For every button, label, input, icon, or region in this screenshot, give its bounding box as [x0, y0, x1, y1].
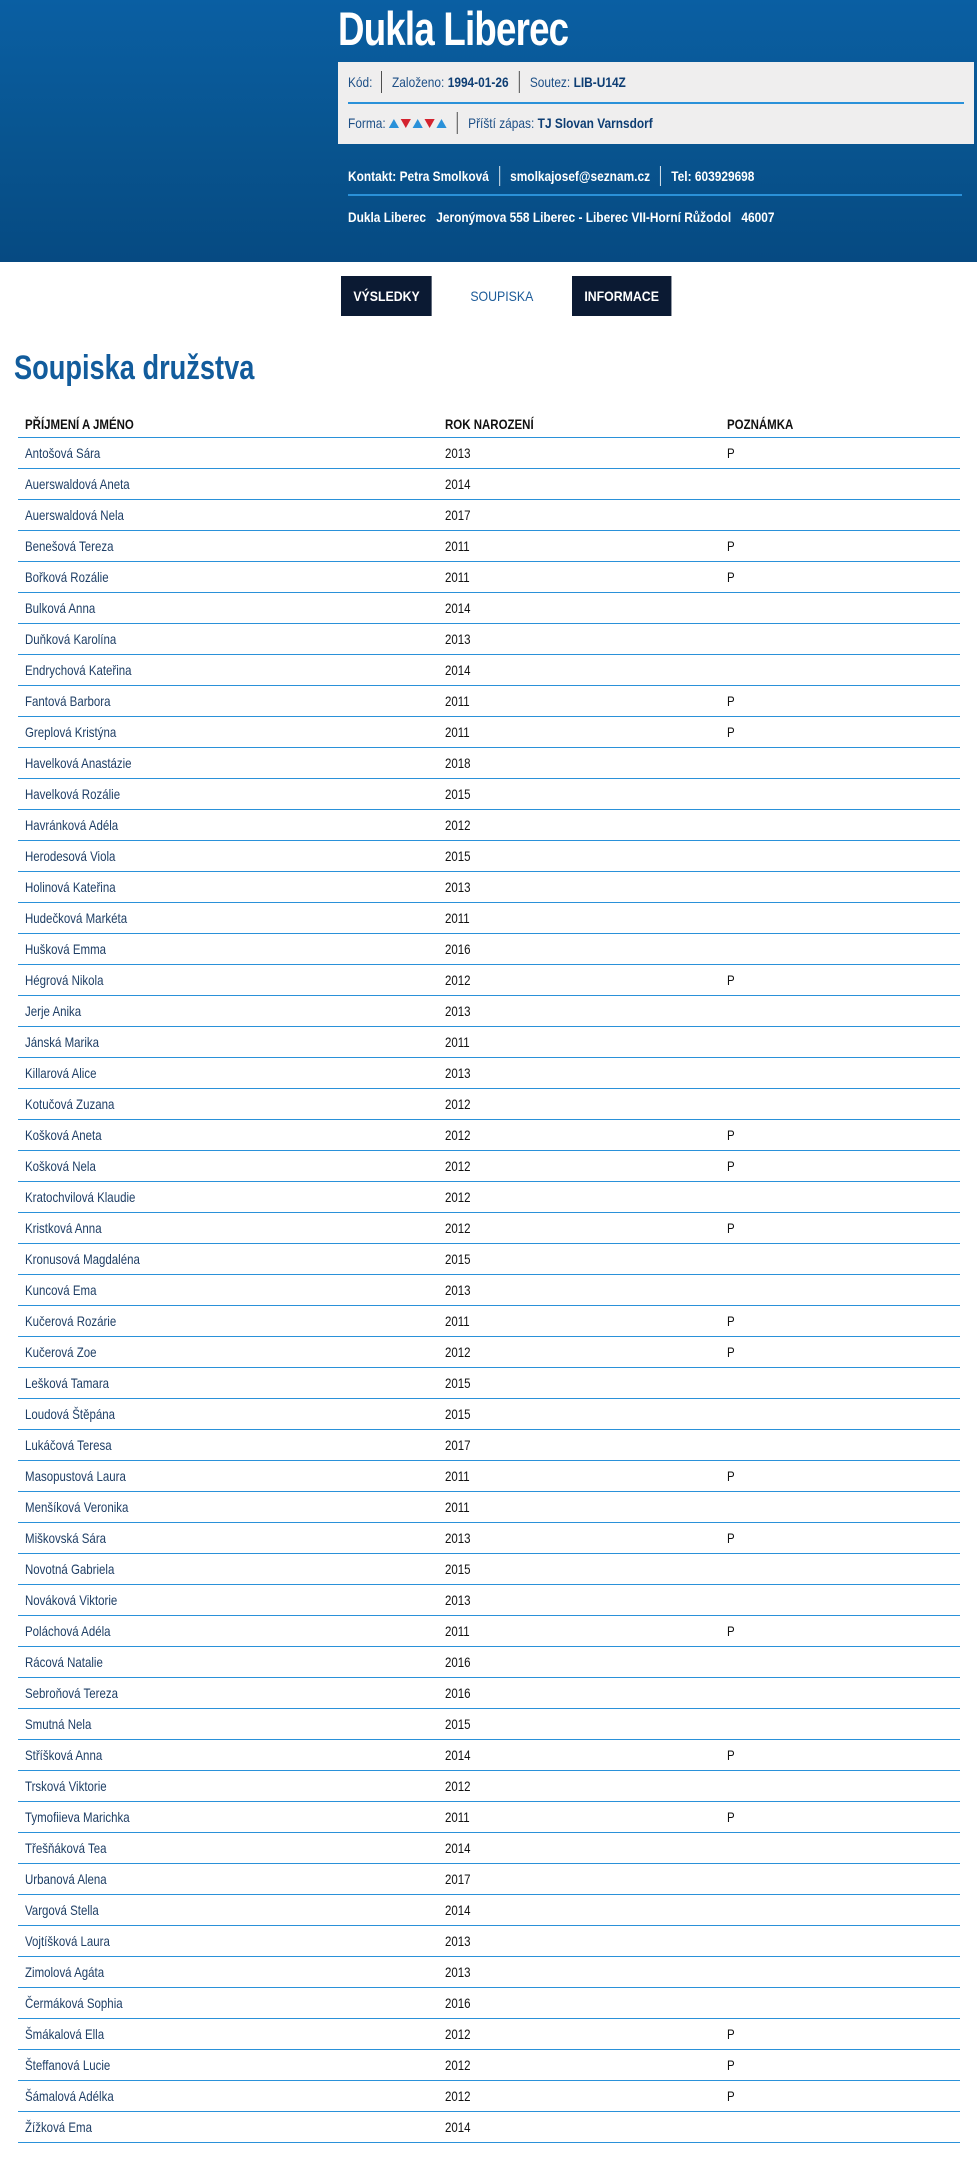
next-match-value[interactable]: TJ Slovan Varnsdorf — [537, 115, 653, 131]
birth-year: 2013 — [445, 445, 471, 461]
player-name: Šteffanová Lucie — [25, 2057, 111, 2073]
birth-year: 2012 — [445, 2057, 471, 2073]
triangle-up-icon — [437, 119, 447, 128]
birth-year: 2011 — [445, 910, 470, 926]
birth-year: 2012 — [445, 2026, 471, 2042]
table-row — [18, 1306, 960, 1337]
birth-year: 2017 — [445, 507, 471, 523]
player-name: Kučerová Zoe — [25, 1344, 97, 1360]
table-row — [18, 593, 960, 624]
player-name: Loudová Štěpána — [25, 1406, 116, 1422]
table-row — [18, 1771, 960, 1802]
player-name: Rácová Natalie — [25, 1654, 103, 1670]
note: P — [727, 2026, 735, 2042]
player-name: Stříšková Anna — [25, 1747, 103, 1763]
birth-year: 2014 — [445, 476, 471, 492]
table-row — [18, 1089, 960, 1120]
birth-year: 2014 — [445, 1902, 471, 1918]
player-name: Jánská Marika — [25, 1034, 100, 1050]
birth-year: 2011 — [445, 569, 470, 585]
column-header-year: ROK NAROZENÍ — [445, 416, 534, 432]
birth-year: 2013 — [445, 1282, 471, 1298]
player-name: Třešňáková Tea — [25, 1840, 107, 1856]
address-street: Jeronýmova 558 Liberec - Liberec VII-Horní Růžodol — [436, 209, 732, 225]
birth-year: 2011 — [445, 1313, 470, 1329]
player-name: Auerswaldová Aneta — [25, 476, 130, 492]
table-row — [18, 1492, 960, 1523]
tab-bar — [341, 276, 699, 316]
player-name: Antošová Sára — [25, 445, 101, 461]
birth-year: 2011 — [445, 538, 470, 554]
address-zip: 46007 — [741, 209, 775, 225]
birth-year: 2013 — [445, 1933, 471, 1949]
birth-year: 2016 — [445, 1685, 471, 1701]
table-row — [18, 1027, 960, 1058]
player-name: Miškovská Sára — [25, 1530, 107, 1546]
birth-year: 2012 — [445, 1344, 471, 1360]
player-name: Menšíková Veronika — [25, 1499, 129, 1515]
player-name: Šámalová Adélka — [25, 2088, 114, 2104]
player-name: Šmákalová Ella — [25, 2026, 105, 2042]
table-row — [18, 810, 960, 841]
birth-year: 2011 — [445, 1809, 470, 1825]
player-name: Hušková Emma — [25, 941, 107, 957]
zalozeno-value: 1994-01-26 — [447, 74, 509, 90]
birth-year: 2015 — [445, 1251, 471, 1267]
birth-year: 2012 — [445, 1127, 471, 1143]
address-bar — [348, 202, 850, 232]
birth-year: 2015 — [445, 1375, 471, 1391]
player-name: Duňková Karolína — [25, 631, 117, 647]
team-header — [0, 0, 977, 262]
birth-year: 2014 — [445, 1747, 471, 1763]
birth-year: 2017 — [445, 1871, 471, 1887]
birth-year: 2013 — [445, 1592, 471, 1608]
team-info-box — [338, 62, 974, 144]
table-row — [18, 1864, 960, 1895]
player-name: Hégrová Nikola — [25, 972, 104, 988]
table-row — [18, 624, 960, 655]
note: P — [727, 569, 735, 585]
triangle-down-icon — [425, 119, 435, 128]
table-row — [18, 841, 960, 872]
player-name: Novotná Gabriela — [25, 1561, 115, 1577]
player-name: Holinová Kateřina — [25, 879, 116, 895]
triangle-up-icon — [389, 119, 399, 128]
player-name: Bořková Rozálie — [25, 569, 109, 585]
tab-soupiska[interactable]: SOUPISKA — [458, 276, 546, 316]
column-header-note: POZNÁMKA — [727, 416, 794, 432]
table-row — [18, 1461, 960, 1492]
table-row — [18, 1337, 960, 1368]
zalozeno-label: Založeno: — [392, 74, 445, 90]
player-name: Lešková Tamara — [25, 1375, 110, 1391]
note: P — [727, 972, 735, 988]
contact-items — [348, 166, 754, 186]
birth-year: 2017 — [445, 1437, 471, 1453]
column-header-name: PŘÍJMENÍ A JMÉNO — [25, 416, 134, 432]
kod-label: Kód: — [348, 74, 373, 90]
player-name: Vargová Stella — [25, 1902, 99, 1918]
table-row — [18, 1120, 960, 1151]
next-match-label: Příští zápas: — [468, 115, 535, 131]
table-row — [18, 1554, 960, 1585]
birth-year: 2016 — [445, 941, 471, 957]
note: P — [727, 2088, 735, 2104]
info-items — [348, 71, 626, 93]
player-name: Fantová Barbora — [25, 693, 111, 709]
soutez-value: LIB-U14Z — [573, 74, 626, 90]
note: P — [727, 1809, 735, 1825]
table-row — [18, 531, 960, 562]
tab-informace[interactable]: INFORMACE — [572, 276, 671, 316]
birth-year: 2012 — [445, 972, 471, 988]
note: P — [727, 1220, 735, 1236]
player-name: Jerje Anika — [25, 1003, 82, 1019]
birth-year: 2013 — [445, 631, 471, 647]
player-name: Greplová Kristýna — [25, 724, 117, 740]
address-club: Dukla Liberec — [348, 209, 427, 225]
contact-email[interactable]: smolkajosef@seznam.cz — [510, 168, 651, 184]
divider — [457, 112, 458, 134]
table-row — [18, 1244, 960, 1275]
note: P — [727, 1747, 735, 1763]
table-row — [18, 1678, 960, 1709]
table-row — [18, 1647, 960, 1678]
player-name: Vojtíšková Laura — [25, 1933, 110, 1949]
player-name: Zimolová Agáta — [25, 1964, 105, 1980]
note: P — [727, 724, 735, 740]
note: P — [727, 1313, 735, 1329]
player-name: Košková Aneta — [25, 1127, 102, 1143]
table-row — [18, 1740, 960, 1771]
note: P — [727, 693, 735, 709]
birth-year: 2016 — [445, 1654, 471, 1670]
table-row — [18, 717, 960, 748]
birth-year: 2016 — [445, 1995, 471, 2011]
forma-label: Forma: — [348, 115, 386, 131]
note: P — [727, 445, 735, 461]
form-indicator — [389, 119, 449, 128]
player-name: Nováková Viktorie — [25, 1592, 118, 1608]
table-row — [18, 1802, 960, 1833]
table-row — [18, 1926, 960, 1957]
birth-year: 2015 — [445, 1406, 471, 1422]
table-row — [18, 438, 960, 469]
birth-year: 2015 — [445, 1561, 471, 1577]
birth-year: 2011 — [445, 693, 470, 709]
birth-year: 2012 — [445, 1096, 471, 1112]
table-row — [18, 872, 960, 903]
player-name: Kuncová Ema — [25, 1282, 97, 1298]
birth-year: 2018 — [445, 755, 471, 771]
table-row — [18, 1368, 960, 1399]
contact-person: Kontakt: Petra Smolková — [348, 168, 489, 184]
birth-year: 2015 — [445, 848, 471, 864]
birth-year: 2012 — [445, 1189, 471, 1205]
table-row — [18, 1399, 960, 1430]
birth-year: 2011 — [445, 1499, 470, 1515]
page-title: Soupiska družstva — [14, 349, 255, 387]
player-name: Smutná Nela — [25, 1716, 92, 1732]
table-row — [18, 748, 960, 779]
triangle-up-icon — [413, 119, 423, 128]
birth-year: 2012 — [445, 1158, 471, 1174]
player-name: Herodesová Viola — [25, 848, 116, 864]
contact-bar — [348, 158, 962, 196]
player-name: Kotučová Zuzana — [25, 1096, 115, 1112]
birth-year: 2011 — [445, 1034, 470, 1050]
table-row — [18, 1616, 960, 1647]
player-name: Žížková Ema — [25, 2119, 92, 2135]
info-row-form — [348, 103, 964, 143]
birth-year: 2015 — [445, 1716, 471, 1732]
table-row — [18, 965, 960, 996]
table-row — [18, 779, 960, 810]
info-row-basic — [348, 62, 964, 104]
divider — [381, 71, 382, 93]
birth-year: 2013 — [445, 879, 471, 895]
birth-year: 2011 — [445, 1623, 470, 1639]
form-items — [348, 112, 653, 134]
birth-year: 2015 — [445, 786, 471, 802]
table-row — [18, 1988, 960, 2019]
birth-year: 2012 — [445, 2088, 471, 2104]
table-row — [18, 1275, 960, 1306]
player-name: Poláchová Adéla — [25, 1623, 111, 1639]
birth-year: 2013 — [445, 1065, 471, 1081]
contact-phone: Tel: 603929698 — [671, 168, 755, 184]
birth-year: 2013 — [445, 1964, 471, 1980]
player-name: Kronusová Magdaléna — [25, 1251, 140, 1267]
divider — [499, 166, 500, 186]
birth-year: 2014 — [445, 662, 471, 678]
player-name: Havránková Adéla — [25, 817, 119, 833]
note: P — [727, 1468, 735, 1484]
team-name: Dukla Liberec — [338, 2, 569, 55]
note: P — [727, 2057, 735, 2073]
player-name: Kratochvilová Klaudie — [25, 1189, 136, 1205]
birth-year: 2014 — [445, 1840, 471, 1856]
divider — [519, 71, 520, 93]
table-row — [18, 500, 960, 531]
table-row — [18, 1058, 960, 1089]
player-name: Sebroňová Tereza — [25, 1685, 118, 1701]
player-name: Endrychová Kateřina — [25, 662, 132, 678]
player-name: Čermáková Sophia — [25, 1995, 123, 2011]
table-row — [18, 1585, 960, 1616]
player-name: Tymofiieva Marichka — [25, 1809, 130, 1825]
player-name: Bulková Anna — [25, 600, 96, 616]
player-name: Auerswaldová Nela — [25, 507, 124, 523]
soutez-label: Soutez: — [529, 74, 571, 90]
table-row — [18, 1957, 960, 1988]
player-name: Killarová Alice — [25, 1065, 97, 1081]
divider — [660, 166, 661, 186]
player-name: Urbanová Alena — [25, 1871, 107, 1887]
birth-year: 2012 — [445, 817, 471, 833]
birth-year: 2014 — [445, 600, 471, 616]
player-name: Benešová Tereza — [25, 538, 114, 554]
note: P — [727, 1158, 735, 1174]
table-row — [18, 1709, 960, 1740]
table-row — [18, 655, 960, 686]
note: P — [727, 1127, 735, 1143]
table-row — [18, 469, 960, 500]
player-name: Havelková Rozálie — [25, 786, 121, 802]
birth-year: 2013 — [445, 1530, 471, 1546]
player-name: Lukáčová Teresa — [25, 1437, 112, 1453]
table-row — [18, 1430, 960, 1461]
player-name: Hudečková Markéta — [25, 910, 128, 926]
player-name: Trsková Viktorie — [25, 1778, 107, 1794]
birth-year: 2014 — [445, 2119, 471, 2135]
table-row — [18, 2081, 960, 2112]
address-items — [348, 209, 774, 225]
table-row — [18, 2050, 960, 2081]
note: P — [727, 1623, 735, 1639]
player-name: Havelková Anastázie — [25, 755, 132, 771]
table-row — [18, 1151, 960, 1182]
table-row — [18, 1213, 960, 1244]
table-row — [18, 903, 960, 934]
birth-year: 2012 — [445, 1778, 471, 1794]
triangle-down-icon — [401, 119, 411, 128]
table-row — [18, 2112, 960, 2143]
table-row — [18, 1182, 960, 1213]
note: P — [727, 1530, 735, 1546]
birth-year: 2011 — [445, 1468, 470, 1484]
note: P — [727, 1344, 735, 1360]
tab-vysledky[interactable]: VÝSLEDKY — [341, 276, 432, 316]
player-name: Kristková Anna — [25, 1220, 102, 1236]
table-row — [18, 934, 960, 965]
table-row — [18, 686, 960, 717]
table-row — [18, 1523, 960, 1554]
player-name: Košková Nela — [25, 1158, 96, 1174]
birth-year: 2013 — [445, 1003, 471, 1019]
table-row — [18, 1833, 960, 1864]
birth-year: 2011 — [445, 724, 470, 740]
table-row — [18, 1895, 960, 1926]
note: P — [727, 538, 735, 554]
table-row — [18, 996, 960, 1027]
player-name: Kučerová Rozárie — [25, 1313, 117, 1329]
table-row — [18, 562, 960, 593]
birth-year: 2012 — [445, 1220, 471, 1236]
player-name: Masopustová Laura — [25, 1468, 126, 1484]
table-row — [18, 2019, 960, 2050]
